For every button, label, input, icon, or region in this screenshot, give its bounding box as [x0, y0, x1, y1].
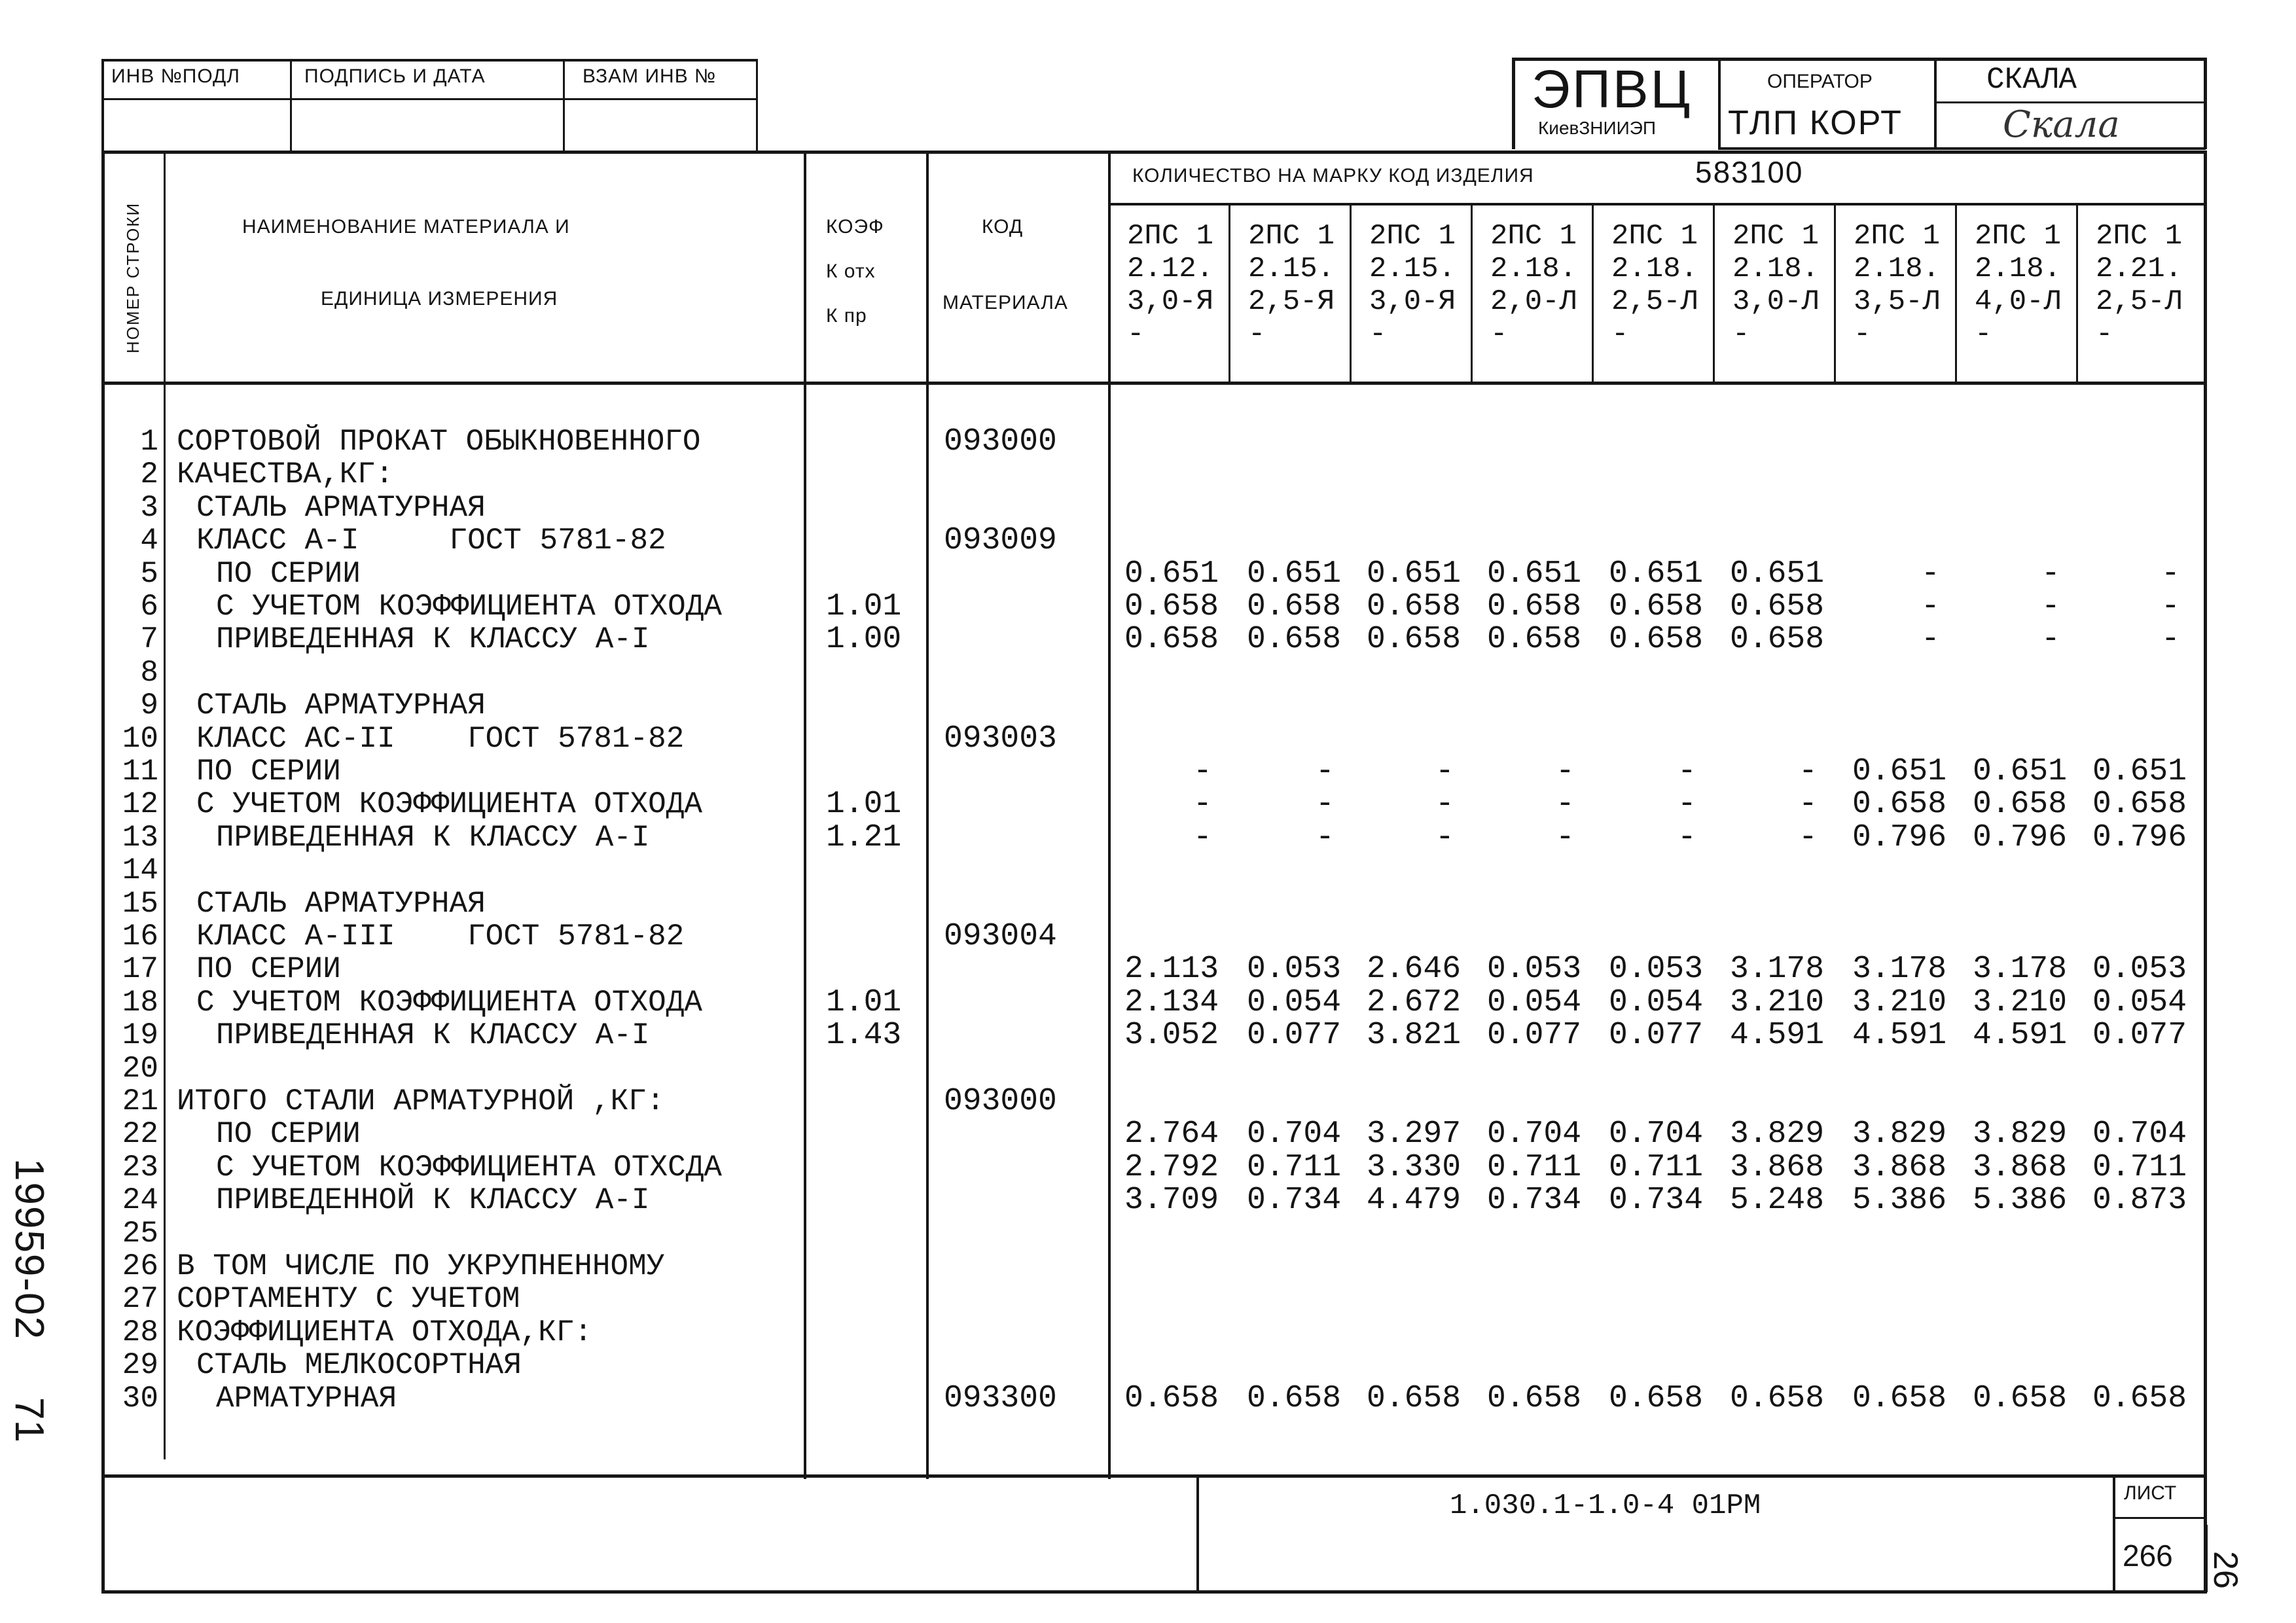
qty-value: 0.658: [1487, 1381, 1582, 1416]
qty-value: 0.711: [1247, 1150, 1342, 1185]
material-name: ПО СЕРИИ: [216, 1117, 361, 1151]
qty-value: -: [2041, 589, 2060, 624]
row-number: 4: [140, 524, 158, 558]
qty-value: 0.658: [1609, 622, 1704, 657]
coef-value: 1.01: [826, 787, 902, 822]
qty-value: 0.077: [1247, 1018, 1342, 1053]
qty-value: 0.873: [2092, 1183, 2187, 1218]
material-name: С УЧЕТОМ КОЭФФИЦИЕНТА ОТХОДА: [216, 590, 722, 624]
qty-value: 4.591: [1973, 1018, 2068, 1053]
qty-value: 0.658: [1730, 622, 1825, 657]
mark-header-1-line-2: 2.12.: [1127, 253, 1214, 285]
qty-value: -: [1556, 820, 1575, 855]
doc-code: 1.030.1-1.0-4 01РМ: [1450, 1489, 1761, 1522]
row-number: 23: [122, 1150, 158, 1185]
qty-value: 0.704: [1247, 1116, 1342, 1152]
qty-value: -: [1193, 754, 1212, 789]
qty-value: -: [1921, 589, 1940, 624]
qty-value: 0.796: [2092, 820, 2187, 855]
qty-value: 0.658: [1852, 787, 1947, 822]
mark-header-5-line-2: 2.18.: [1611, 253, 1698, 285]
material-name: ПО СЕРИИ: [196, 755, 341, 789]
qty-value: 0.704: [1487, 1116, 1582, 1152]
row-number: 5: [140, 557, 158, 591]
qty-value: 2.672: [1367, 985, 1462, 1020]
mark-header-4-line-2: 2.18.: [1490, 253, 1577, 285]
row-number: 9: [140, 688, 158, 722]
qty-value: 0.658: [1973, 787, 2068, 822]
material-name: СОРТОВОЙ ПРОКАТ ОБЫКНОВЕННОГО: [177, 425, 701, 459]
qty-value: -: [1193, 787, 1212, 822]
qty-value: 0.711: [1487, 1150, 1582, 1185]
qty-value: 0.658: [1247, 589, 1342, 624]
org-main: ЭПВЦ: [1532, 60, 1693, 119]
row-number: 8: [140, 656, 158, 690]
inv-podl-label: ИНВ №ПОДЛ: [111, 65, 240, 87]
qty-value: 0.796: [1852, 820, 1947, 855]
mark-header-6-line-3: 3,0-Л: [1732, 285, 1820, 318]
side-num: 71: [7, 1397, 52, 1442]
qty-value: 0.054: [1487, 985, 1582, 1020]
qty-value: 0.658: [1730, 589, 1825, 624]
qty-value: -: [1435, 820, 1454, 855]
row-number: 19: [122, 1018, 158, 1052]
qty-value: 0.734: [1609, 1183, 1704, 1218]
qty-value: -: [2161, 622, 2180, 657]
qty-value: 2.646: [1367, 952, 1462, 987]
qty-value: 0.651: [1730, 556, 1825, 592]
qty-value: 0.077: [1609, 1018, 1704, 1053]
margin-number: 26: [2206, 1551, 2244, 1589]
row-number: 24: [122, 1183, 158, 1217]
qty-value: 0.658: [1247, 622, 1342, 657]
qty-value: 3.052: [1124, 1018, 1219, 1053]
material-name: С УЧЕТОМ КОЭФФИЦИЕНТА ОТХОДА: [196, 787, 702, 821]
code-header-1: КОД: [982, 216, 1024, 238]
qty-value: 0.658: [1367, 622, 1462, 657]
material-name: ИТОГО СТАЛИ АРМАТУРНОЙ ,КГ:: [177, 1084, 665, 1118]
qty-value: -: [1556, 787, 1575, 822]
row-number: 2: [140, 457, 158, 491]
qty-value: 4.591: [1852, 1018, 1947, 1053]
row-number: 10: [122, 722, 158, 756]
signature: Скала: [2003, 103, 2120, 146]
mark-header-5-line-1: 2ПС 1: [1611, 220, 1698, 253]
qty-value: 0.734: [1247, 1183, 1342, 1218]
qty-value: -: [1921, 622, 1940, 657]
qty-value: 0.658: [1124, 589, 1219, 624]
mark-header-4-line-4: -: [1490, 318, 1508, 351]
qty-value: 0.711: [2092, 1150, 2187, 1185]
qty-value: -: [1316, 787, 1335, 822]
qty-value: 0.054: [1247, 985, 1342, 1020]
qty-value: 0.651: [1487, 556, 1582, 592]
qty-value: 0.658: [1124, 622, 1219, 657]
mark-header-3-line-4: -: [1369, 318, 1387, 351]
material-name: КЛАСС А-I ГОСТ 5781-82: [196, 524, 666, 558]
mark-header-7-line-1: 2ПС 1: [1854, 220, 1941, 253]
qty-value: -: [1556, 754, 1575, 789]
qty-value: 5.386: [1852, 1183, 1947, 1218]
k-otx-header: К отх: [826, 260, 876, 282]
qty-value: -: [1677, 820, 1696, 855]
row-number: 3: [140, 491, 158, 525]
material-name-header-2: ЕДИНИЦА ИЗМЕРЕНИЯ: [321, 288, 558, 310]
material-name: ПРИВЕДЕННАЯ К КЛАССУ А-I: [216, 622, 650, 656]
material-code: 093000: [944, 1084, 1057, 1119]
qty-value: -: [1677, 787, 1696, 822]
qty-value: 0.658: [1609, 589, 1704, 624]
item-code: 583100: [1695, 155, 1804, 189]
mark-header-8-line-2: 2.18.: [1975, 253, 2062, 285]
material-name: В ТОМ ЧИСЛЕ ПО УКРУПНЕННОМУ: [177, 1249, 665, 1283]
qty-value: 3.210: [1973, 985, 2068, 1020]
qty-value: 0.651: [1367, 556, 1462, 592]
qty-value: 0.651: [1852, 754, 1947, 789]
coef-header: КОЭФ: [826, 216, 884, 238]
qty-value: -: [1435, 787, 1454, 822]
k-pr-header: К пр: [826, 305, 867, 327]
qty-value: -: [1193, 820, 1212, 855]
qty-value: 0.658: [1124, 1381, 1219, 1416]
material-code: 093000: [944, 424, 1057, 459]
material-name: ПРИВЕДЕННАЯ К КЛАССУ А-I: [216, 821, 650, 855]
material-name: КЛАСС А-III ГОСТ 5781-82: [196, 919, 685, 954]
qty-value: 0.658: [2092, 1381, 2187, 1416]
qty-value: 0.658: [1247, 1381, 1342, 1416]
material-name: СТАЛЬ АРМАТУРНАЯ: [196, 688, 486, 722]
qty-value: -: [1435, 754, 1454, 789]
mark-header-5-line-4: -: [1611, 318, 1629, 351]
mark-header-8-line-4: -: [1975, 318, 1992, 351]
mark-header-7-line-2: 2.18.: [1854, 253, 1941, 285]
row-number: 16: [122, 919, 158, 954]
qty-value: 3.829: [1730, 1116, 1825, 1152]
qty-value: 2.134: [1124, 985, 1219, 1020]
qty-value: 3.829: [1973, 1116, 2068, 1152]
qty-value: 3.868: [1852, 1150, 1947, 1185]
row-number: 18: [122, 986, 158, 1020]
qty-value: -: [2161, 556, 2180, 592]
coef-value: 1.00: [826, 622, 902, 657]
qty-value: -: [2161, 589, 2180, 624]
row-number: 7: [140, 622, 158, 656]
material-name: АРМАТУРНАЯ: [216, 1382, 397, 1416]
material-name: СТАЛЬ МЕЛКОСОРТНАЯ: [196, 1348, 522, 1382]
qty-value: -: [1799, 754, 1818, 789]
row-number: 17: [122, 952, 158, 986]
material-name: СОРТАМЕНТУ С УЧЕТОМ: [177, 1282, 520, 1316]
sheet-label: ЛИСТ: [2124, 1482, 2177, 1504]
qty-value: 0.658: [1973, 1381, 2068, 1416]
row-number: 22: [122, 1117, 158, 1151]
mark-header-1-line-1: 2ПС 1: [1127, 220, 1214, 253]
material-code: 093003: [944, 721, 1057, 757]
qty-value: 0.704: [2092, 1116, 2187, 1152]
coef-value: 1.21: [826, 820, 902, 855]
material-name: КАЧЕСТВА,КГ:: [177, 457, 394, 491]
coef-value: 1.01: [826, 589, 902, 624]
qty-value: 3.868: [1730, 1150, 1825, 1185]
side-code: 19959-02: [7, 1158, 52, 1341]
row-number: 11: [122, 755, 158, 789]
mark-header-8-line-1: 2ПС 1: [1975, 220, 2062, 253]
mark-header-1-line-3: 3,0-Я: [1127, 285, 1214, 318]
qty-value: 0.658: [1487, 589, 1582, 624]
qty-value: 0.796: [1973, 820, 2068, 855]
qty-value: 0.704: [1609, 1116, 1704, 1152]
qty-value: 0.658: [1852, 1381, 1947, 1416]
mark-header-3-line-3: 3,0-Я: [1369, 285, 1456, 318]
qty-value: -: [2041, 622, 2060, 657]
mark-header-7-line-4: -: [1854, 318, 1871, 351]
row-number: 27: [122, 1282, 158, 1316]
qty-value: 0.053: [1247, 952, 1342, 987]
qty-value: 4.479: [1367, 1183, 1462, 1218]
mark-header-9-line-2: 2.21.: [2096, 253, 2183, 285]
qty-value: 0.658: [1609, 1381, 1704, 1416]
material-code: 093004: [944, 919, 1057, 954]
material-name: С УЧЕТОМ КОЭФФИЦИЕНТА ОТХОДА: [196, 986, 702, 1020]
qty-value: 3.709: [1124, 1183, 1219, 1218]
row-number: 28: [122, 1315, 158, 1349]
mark-header-6-line-2: 2.18.: [1732, 253, 1820, 285]
coef-value: 1.43: [826, 1018, 902, 1053]
mark-header-3-line-2: 2.15.: [1369, 253, 1456, 285]
row-number: 6: [140, 590, 158, 624]
mark-header-4-line-1: 2ПС 1: [1490, 220, 1577, 253]
qty-value: 3.330: [1367, 1150, 1462, 1185]
qty-value: 2.764: [1124, 1116, 1219, 1152]
material-name: ПО СЕРИИ: [196, 952, 341, 986]
qty-value: 3.178: [1852, 952, 1947, 987]
qty-value: 0.077: [1487, 1018, 1582, 1053]
qty-value: 5.248: [1730, 1183, 1825, 1218]
qty-header: КОЛИЧЕСТВО НА МАРКУ КОД ИЗДЕЛИЯ: [1132, 165, 1534, 187]
podpis-data-label: ПОДПИСЬ И ДАТА: [304, 65, 486, 87]
qty-value: 3.210: [1730, 985, 1825, 1020]
qty-value: 2.113: [1124, 952, 1219, 987]
mark-header-9-line-1: 2ПС 1: [2096, 220, 2183, 253]
qty-value: 5.386: [1973, 1183, 2068, 1218]
mark-header-6-line-1: 2ПС 1: [1732, 220, 1820, 253]
operator-label: ОПЕРАТОР: [1767, 71, 1873, 92]
material-name: СТАЛЬ АРМАТУРНАЯ: [196, 491, 486, 525]
qty-value: 0.651: [1609, 556, 1704, 592]
material-code: 093300: [944, 1381, 1057, 1416]
material-name: ПРИВЕДЕННОЙ К КЛАССУ А-I: [216, 1183, 650, 1217]
material-name: КОЭФФИЦИЕНТА ОТХОДА,КГ:: [177, 1315, 592, 1349]
row-number: 25: [122, 1217, 158, 1251]
qty-value: 3.210: [1852, 985, 1947, 1020]
qty-value: -: [1316, 820, 1335, 855]
code-header-2: МАТЕРИАЛА: [942, 292, 1068, 313]
qty-value: 3.868: [1973, 1150, 2068, 1185]
org-sub: КиевЗНИИЭП: [1538, 118, 1657, 138]
row-number: 14: [122, 853, 158, 887]
qty-value: -: [1316, 754, 1335, 789]
qty-value: 3.829: [1852, 1116, 1947, 1152]
row-number: 12: [122, 787, 158, 821]
qty-value: 0.651: [1247, 556, 1342, 592]
mark-header-9-line-4: -: [2096, 318, 2113, 351]
material-name: КЛАСС АС-II ГОСТ 5781-82: [196, 722, 685, 756]
row-number: 20: [122, 1052, 158, 1086]
qty-value: -: [1799, 787, 1818, 822]
qty-value: 0.054: [2092, 985, 2187, 1020]
mark-header-8-line-3: 4,0-Л: [1975, 285, 2062, 318]
operator-value: ТЛП КОРТ: [1728, 104, 1903, 142]
mark-header-1-line-4: -: [1127, 318, 1145, 351]
material-name-header-1: НАИМЕНОВАНИЕ МАТЕРИАЛА И: [242, 216, 570, 238]
qty-value: 0.651: [1124, 556, 1219, 592]
qty-value: -: [2041, 556, 2060, 592]
row-number: 26: [122, 1249, 158, 1283]
row-number: 21: [122, 1084, 158, 1118]
qty-value: -: [1799, 820, 1818, 855]
qty-value: 0.658: [2092, 787, 2187, 822]
qty-value: 0.711: [1609, 1150, 1704, 1185]
qty-value: 2.792: [1124, 1150, 1219, 1185]
mark-header-9-line-3: 2,5-Л: [2096, 285, 2183, 318]
mark-header-6-line-4: -: [1732, 318, 1750, 351]
mark-header-2-line-2: 2.15.: [1248, 253, 1335, 285]
qty-value: 0.658: [1730, 1381, 1825, 1416]
qty-value: 0.053: [1609, 952, 1704, 987]
qty-value: 3.178: [1973, 952, 2068, 987]
qty-value: 0.658: [1487, 622, 1582, 657]
qty-value: 3.821: [1367, 1018, 1462, 1053]
qty-value: 0.658: [1367, 589, 1462, 624]
row-number: 1: [140, 425, 158, 459]
qty-value: 0.053: [2092, 952, 2187, 987]
mark-header-7-line-3: 3,5-Л: [1854, 285, 1941, 318]
qty-value: 0.734: [1487, 1183, 1582, 1218]
row-number: 13: [122, 821, 158, 855]
material-name: ПРИВЕДЕННАЯ К КЛАССУ А-I: [216, 1018, 650, 1052]
mark-header-4-line-3: 2,0-Л: [1490, 285, 1577, 318]
material-name: С УЧЕТОМ КОЭФФИЦИЕНТА ОТХСДА: [216, 1150, 722, 1185]
material-code: 093009: [944, 523, 1057, 558]
row-number: 15: [122, 887, 158, 921]
material-name: ПО СЕРИИ: [216, 557, 361, 591]
qty-value: 0.651: [1973, 754, 2068, 789]
qty-value: -: [1677, 754, 1696, 789]
mark-header-2-line-3: 2,5-Я: [1248, 285, 1335, 318]
qty-value: 0.054: [1609, 985, 1704, 1020]
material-name: СТАЛЬ АРМАТУРНАЯ: [196, 887, 486, 921]
mark-header-2-line-1: 2ПС 1: [1248, 220, 1335, 253]
vzam-inv-label: ВЗАМ ИНВ №: [583, 65, 717, 87]
qty-value: 0.651: [2092, 754, 2187, 789]
qty-value: 3.178: [1730, 952, 1825, 987]
system-name: СКАЛА: [1986, 63, 2077, 97]
qty-value: 0.077: [2092, 1018, 2187, 1053]
mark-header-3-line-1: 2ПС 1: [1369, 220, 1456, 253]
qty-value: 4.591: [1730, 1018, 1825, 1053]
mark-header-2-line-4: -: [1248, 318, 1266, 351]
row-number: 29: [122, 1348, 158, 1382]
row-number: 30: [122, 1382, 158, 1416]
qty-value: 0.658: [1367, 1381, 1462, 1416]
qty-value: 0.053: [1487, 952, 1582, 987]
mark-header-5-line-3: 2,5-Л: [1611, 285, 1698, 318]
qty-value: 3.297: [1367, 1116, 1462, 1152]
coef-value: 1.01: [826, 985, 902, 1020]
row-number-header: НОМЕР СТРОКИ: [123, 202, 143, 353]
qty-value: -: [1921, 556, 1940, 592]
sheet-number: 266: [2123, 1539, 2173, 1573]
